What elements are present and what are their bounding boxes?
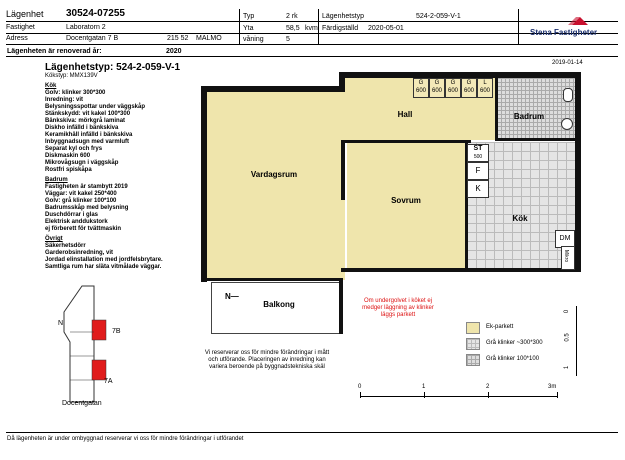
site-north-label: N bbox=[58, 320, 64, 327]
kok-spec-0: Golv: klinker 300*300 bbox=[45, 90, 106, 96]
specs-block bbox=[45, 83, 195, 271]
area-value: 58,5 bbox=[286, 25, 300, 32]
entrance-7b-label: 7B bbox=[112, 328, 121, 335]
kok-spec-6: Keramikhäll infälld i bänkskiva bbox=[45, 132, 133, 138]
badrum-spec-5: Elektrisk anddukstork bbox=[45, 219, 108, 225]
floor-value: 5 bbox=[286, 36, 290, 43]
stena-logo bbox=[530, 15, 620, 43]
sovrum-area bbox=[347, 142, 465, 270]
street-label: Docentgatan bbox=[62, 400, 102, 407]
badrum-spec-4: Duschdörrar i glas bbox=[45, 212, 99, 218]
label-completed: Färdigställd bbox=[322, 25, 359, 32]
property-name: Laboratorn 2 bbox=[66, 24, 106, 31]
scale-tick-2: 2 bbox=[486, 384, 490, 390]
dishwasher-unit: DM bbox=[555, 230, 575, 248]
flooring-warning: Om undergolvet i köket ej medger läggning av klinker läggs parkett bbox=[362, 298, 434, 318]
kok-spec-1: Inredning: vit bbox=[45, 97, 83, 103]
label-type: Typ bbox=[243, 13, 255, 20]
scale-tick-0: 0 bbox=[358, 384, 362, 390]
legend-swatch-parquet bbox=[466, 322, 480, 334]
label-apt-type: Lägenhetstyp bbox=[322, 13, 365, 20]
label-address: Adress bbox=[6, 35, 28, 42]
vscale-1: 1 bbox=[564, 365, 571, 370]
label-apartment: Lägenhet bbox=[6, 9, 44, 19]
ovrigt-spec-3: Samtliga rum har släta vitmålade väggar. bbox=[45, 264, 162, 270]
renovated-year: 2020 bbox=[166, 48, 182, 55]
ovrigt-spec-0: Säkerhetsdörr bbox=[45, 243, 86, 249]
label-area: Yta bbox=[243, 25, 254, 32]
vardagsrum-label: Vardagsrum bbox=[250, 170, 298, 179]
wardrobe-5: L 600 bbox=[477, 78, 493, 98]
kok-spec-2: Belysningsspottar under väggskåp bbox=[45, 104, 146, 110]
kok-spec-9: Diskmaskin 600 bbox=[45, 153, 91, 159]
kitchen-type: Kökstyp: MMX139V bbox=[45, 73, 98, 79]
legend-label-tile-300: Grå klinker ~300*300 bbox=[486, 340, 543, 346]
kok-label: Kök bbox=[512, 214, 528, 223]
label-floor: våning bbox=[243, 36, 264, 43]
ovrigt-heading: Övrigt bbox=[45, 236, 63, 242]
kok-heading: Kök bbox=[45, 83, 57, 89]
ovrigt-spec-2: Jordad elinstallation med jordfelsbrytare. bbox=[45, 257, 163, 263]
microwave-unit: Mikro bbox=[561, 246, 575, 270]
vertical-scale bbox=[566, 306, 580, 376]
label-property: Fastighet bbox=[6, 24, 35, 31]
kok-spec-3: Stänkskydd: vit kakel 100*300 bbox=[45, 111, 131, 117]
badrum-heading: Badrum bbox=[45, 177, 68, 183]
label-renovated: Lägenheten är renoverad år: bbox=[7, 48, 102, 55]
vscale-05: 0.5 bbox=[564, 333, 571, 342]
wardrobe-1: G 600 bbox=[413, 78, 429, 98]
postcode: 215 52 bbox=[167, 35, 189, 42]
type-value: 2 rk bbox=[286, 13, 298, 20]
plan-date: 2019-01-14 bbox=[552, 60, 583, 66]
balcony-north-icon: N— bbox=[225, 292, 239, 301]
kok-spec-11: Rostfri spiskåpa bbox=[45, 167, 92, 173]
ovrigt-spec-1: Garderobsinredning, vit bbox=[45, 250, 114, 256]
st-cabinet: ST 500 bbox=[467, 144, 489, 162]
entrance-7a-label: 7A bbox=[104, 378, 113, 385]
fridge-unit: K bbox=[467, 180, 489, 198]
kok-spec-4: Bänkskiva: mörkgrå laminat bbox=[45, 118, 126, 124]
scale-bar bbox=[360, 384, 560, 404]
hall-label: Hall bbox=[397, 110, 413, 119]
stena-emblem-icon bbox=[530, 15, 620, 29]
city: MALMÖ bbox=[196, 35, 222, 42]
vardagsrum-area bbox=[207, 92, 345, 280]
brand-name: Stena Fastigheter bbox=[530, 28, 598, 37]
kok-spec-8: Separat kyl och frys bbox=[45, 146, 103, 152]
apt-type-value: 524-2-059-V-1 bbox=[416, 13, 461, 20]
legend-swatch-tile-100 bbox=[466, 354, 480, 366]
apartment-number: 30524-07255 bbox=[66, 8, 125, 19]
toilet-icon bbox=[563, 88, 573, 102]
site-plan bbox=[54, 272, 144, 412]
scale-tick-1: 1 bbox=[422, 384, 426, 390]
reservation-note: Vi reserverar oss för mindre förändringar i mått och utförande. Placeringen av inredning kan variera beroende på byggnadstekniska skäl bbox=[204, 350, 330, 370]
address: Docentgatan 7 B bbox=[66, 35, 119, 42]
header-table bbox=[6, 9, 618, 47]
wardrobe-4: G 600 bbox=[461, 78, 477, 98]
badrum-spec-0: Fastigheten är stambytt 2019 bbox=[45, 184, 128, 190]
vscale-0: 0 bbox=[564, 309, 571, 314]
badrum-spec-3: Badrumsskåp med belysning bbox=[45, 205, 129, 211]
area-unit: kvm bbox=[305, 25, 318, 32]
kok-spec-10: Mikrovågsugn i väggskåp bbox=[45, 160, 119, 166]
legend-label-tile-100: Grå klinker 100*100 bbox=[486, 356, 540, 362]
sovrum-label: Sovrum bbox=[391, 196, 421, 205]
plan-title: Lägenhetstyp: 524-2-059-V-1 bbox=[45, 62, 181, 73]
badrum-spec-1: Väggar: vit kakel 250*400 bbox=[45, 191, 117, 197]
kok-spec-7: Inbyggnadsugn med varmluft bbox=[45, 139, 130, 145]
legend-swatch-tile-300 bbox=[466, 338, 480, 350]
wardrobe-3: G 600 bbox=[445, 78, 461, 98]
legend-label-parquet: Ek-parkett bbox=[486, 324, 514, 330]
balkong-label: Balkong bbox=[263, 300, 295, 309]
footer-note: Då lägenheten är under ombyggnad reserverar vi oss för mindre förändringar i utförandet bbox=[7, 436, 244, 442]
badrum-spec-2: Golv: grå klinker 100*100 bbox=[45, 198, 117, 204]
completed-value: 2020-05-01 bbox=[368, 25, 404, 32]
wardrobe-2: G 600 bbox=[429, 78, 445, 98]
kok-spec-5: Diskho infälld i bänkskiva bbox=[45, 125, 119, 131]
scale-tick-3m: 3m bbox=[548, 384, 557, 390]
badrum-area bbox=[497, 78, 575, 140]
badrum-spec-6: ej förberett för tvättmaskin bbox=[45, 226, 122, 232]
freezer-unit: F bbox=[467, 162, 489, 180]
sink-icon bbox=[561, 118, 573, 130]
badrum-label: Badrum bbox=[513, 112, 545, 121]
